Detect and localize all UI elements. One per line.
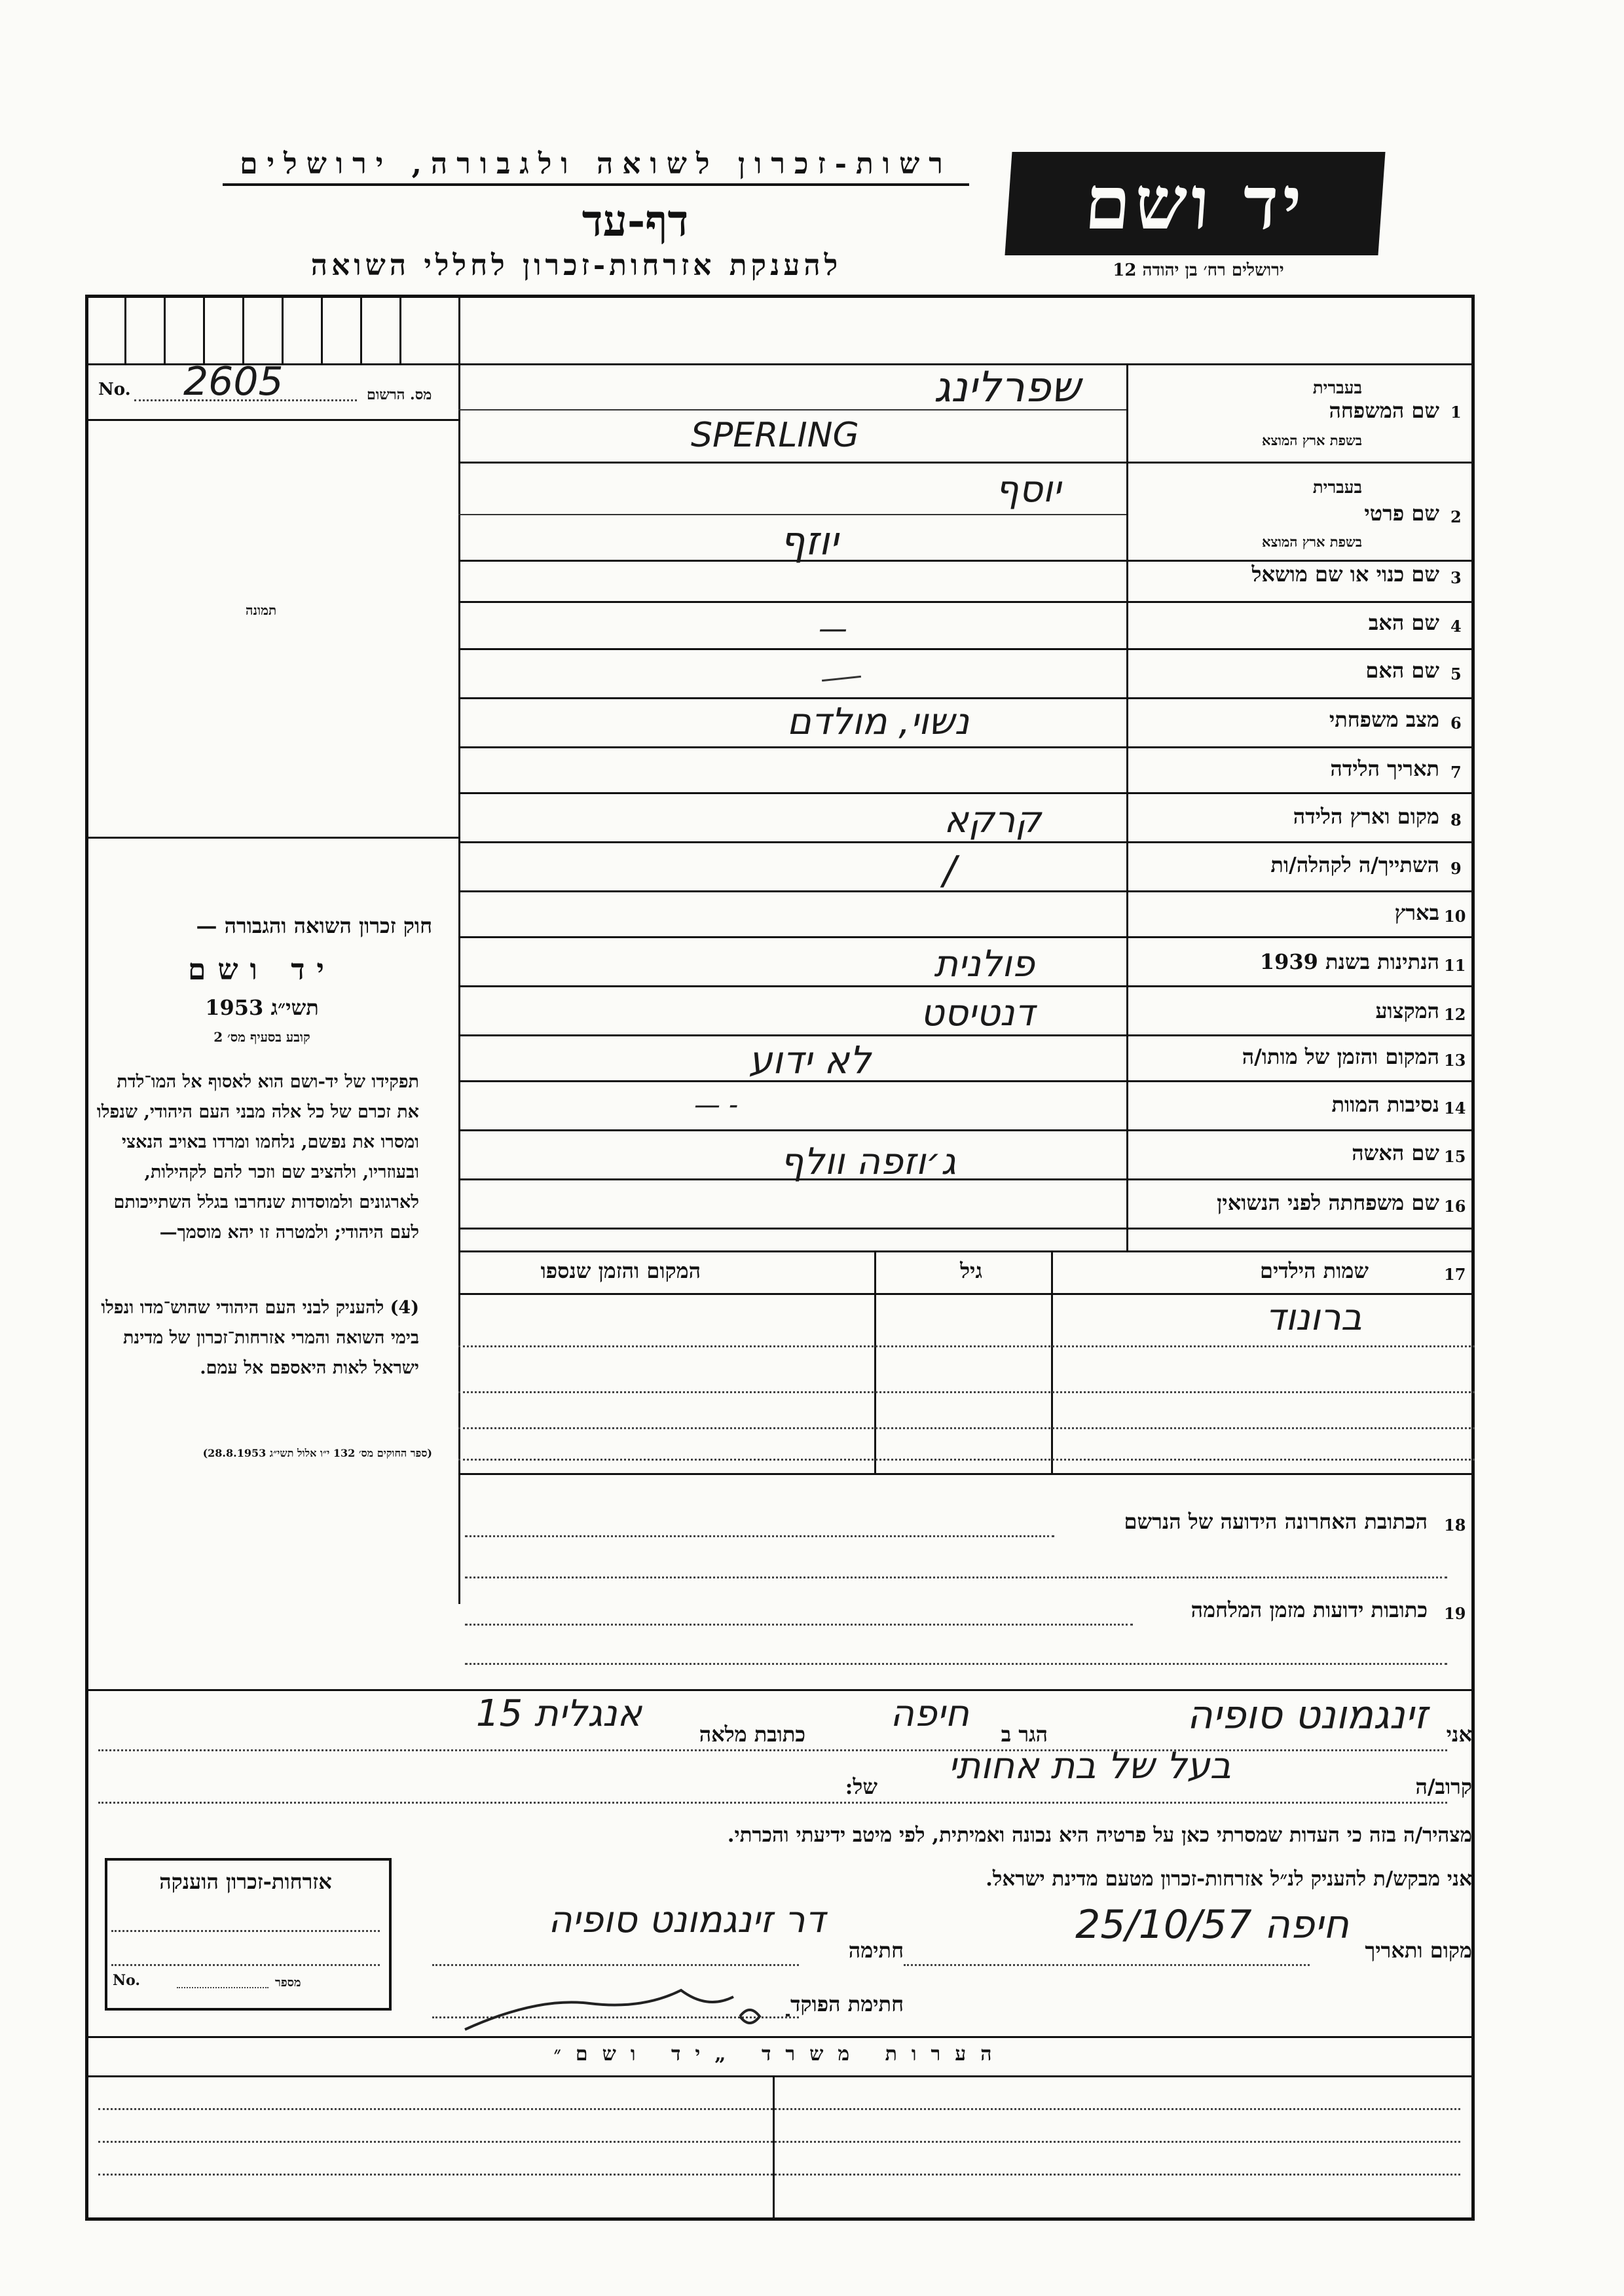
field-3-number: 3 — [1450, 568, 1462, 587]
law-title: חוק זכרון השואה והגבורה — — [196, 913, 432, 938]
field-11-label: הנתינות בשנת 1939 — [1259, 949, 1439, 974]
field-14-label: נסיבות המוות — [1331, 1092, 1439, 1117]
field-10-label: בארץ — [1394, 900, 1439, 925]
field-8-label: מקום וארץ הלידה — [1293, 804, 1439, 829]
yad-vashem-logo: יד ושם — [1005, 152, 1385, 255]
field-1-hebrew-value: שפרלינג — [933, 363, 1080, 412]
law-paragraph-2: (4) להעניק לבני העם היהודי שהוש־מדו ונפלו בימי השואה והמרי אזרחות־זכרון של מדינת ישראל לאות היאספם אל עמם. — [101, 1298, 419, 1378]
field-15-label: שם האשה — [1352, 1140, 1439, 1165]
decl-request: אני מבקש/ת להעניק לנ״ל אזרחות-זכרון מטעם מדינת ישראל. — [986, 1867, 1472, 1891]
field-14-number: 14 — [1444, 1099, 1466, 1118]
field-8-number: 8 — [1450, 811, 1462, 829]
field-18-label: הכתובת האחרונה הידועה של הנרשם — [1124, 1509, 1428, 1534]
decl-of: של: — [845, 1774, 877, 1799]
field-13-value: לא ידוע — [748, 1038, 871, 1082]
signature-label: חתימה — [848, 1938, 904, 1963]
field-1-origin-value: SPERLING — [691, 416, 859, 455]
field-6-number: 6 — [1450, 714, 1462, 733]
registration-no-label: No. — [98, 380, 131, 399]
field-6-value: נשוי, מולדם — [786, 701, 969, 743]
address: ירושלים רח׳ בן יהודה 12 — [1113, 261, 1284, 280]
law-paragraph-1: תפקידו של יד-ושם הוא לאסוף אל המו־לדת את זכרם של כל אלה מבני העם היהודי, שנפלו ומסרו את נפשם, נלחמו ומרדו באויב הנאצי ובעוזריו, ולהציב שם וזכר להם לקהילות, לארגונים ולמוסדות שנחרבו בגלל השתייכותם לעם היהודי; ולמטרה זו יהא מוסמך— — [96, 1072, 419, 1243]
form-title: דף-עד — [581, 195, 689, 246]
field-2-label: שם פרטי — [1364, 501, 1439, 526]
place-date-value: חיפה 25/10/57 — [1075, 1902, 1349, 1948]
field-18-number: 18 — [1444, 1516, 1466, 1535]
field-4-label: שם האב — [1368, 610, 1439, 635]
signature-value: דר זינגמונט סופיה — [548, 1899, 825, 1941]
citizenship-no-he: מספר — [275, 1976, 301, 1990]
field-9-number: 9 — [1450, 859, 1462, 878]
declarant-name: זינגמונט סופיה — [1187, 1692, 1428, 1738]
place-date-label: מקום ותאריך — [1365, 1938, 1472, 1963]
decl-relation: בעל של בת אחותי — [948, 1745, 1231, 1787]
field-2-hebrew-value: יוסף — [995, 468, 1061, 511]
decl-city: חיפה — [890, 1692, 969, 1735]
children-col-names: שמות הילדים — [1260, 1258, 1369, 1283]
photo-label: תמונה — [246, 602, 277, 618]
field-1-origin-label: בשפת ארץ המוצא — [1262, 432, 1362, 448]
field-9-label: השתייך/ה לקהלה/ות — [1270, 852, 1439, 877]
law-clause: קובע בסעיף מס׳ 2 — [213, 1029, 310, 1045]
citizenship-box-title: אזרחות-זכרון הוענקה — [159, 1869, 332, 1894]
decl-statement: מצהיר/ה בזה כי העדות שמסרתי כאן על פרטיה היא נכונה ואמיתית, לפי מיטב ידיעתי והכרתי. — [727, 1823, 1472, 1847]
field-19-number: 19 — [1444, 1604, 1466, 1623]
children-col-place: המקום והזמן שנספו — [540, 1258, 701, 1283]
field-7-number: 7 — [1450, 763, 1462, 782]
registration-number: 2605 — [183, 359, 284, 405]
field-10-number: 10 — [1444, 907, 1466, 926]
field-15-number: 15 — [1444, 1147, 1466, 1166]
officer-signature-label: חתימת הפוקד — [790, 1992, 904, 2016]
field-12-number: 12 — [1444, 1005, 1466, 1024]
field-1-hebrew-label: בעברית — [1312, 378, 1362, 398]
field-5-label: שם האם — [1365, 658, 1439, 683]
field-17-number: 17 — [1444, 1265, 1466, 1284]
decl-i: אני — [1446, 1722, 1472, 1747]
field-11-value: פולנית — [934, 943, 1035, 985]
field-16-label: שם משפחתה לפני הנשואין — [1217, 1190, 1439, 1215]
decl-full-address-value: אנגלית 15 — [475, 1692, 642, 1735]
law-reference: (ספר החוקים מס׳ 132 י״ו אלול תשי״ג 28.8.1953) — [202, 1447, 432, 1459]
field-11-number: 11 — [1444, 956, 1466, 975]
citizenship-no-label: No. — [113, 1972, 141, 1989]
child-1-name: ברונוד — [1265, 1296, 1362, 1339]
law-name: יד ושם — [188, 953, 336, 987]
field-7-label: תאריך הלידה — [1330, 756, 1439, 781]
registration-label: מס. הרשום — [367, 386, 432, 403]
decl-resides-in: הגר ב — [1001, 1722, 1048, 1747]
organization-name: רשות-זכרון לשואה ולגבורה, ירושלים — [223, 147, 969, 186]
field-13-label: המקום והזמן של מותו/ה — [1242, 1044, 1439, 1069]
children-col-age: גיל — [960, 1258, 982, 1283]
field-3-label: שם כנוי או שם מושאל — [1251, 562, 1439, 587]
field-13-number: 13 — [1444, 1051, 1466, 1070]
decl-full-address-label: כתובת מלאה — [699, 1722, 805, 1747]
field-2-origin-value: יוזף — [780, 519, 838, 564]
form-subtitle: להענקת אזרחות-זכרון לחללי השואה — [310, 249, 842, 282]
field-2-number: 2 — [1450, 507, 1462, 526]
field-8-value: קרקא — [944, 799, 1041, 841]
field-6-label: מצב משפחתי — [1329, 707, 1439, 732]
field-2-hebrew-label: בעברית — [1312, 478, 1362, 498]
decl-relative-label: קרוב/ה — [1415, 1774, 1472, 1799]
field-14-value: — - — [694, 1090, 739, 1120]
field-5-number: 5 — [1450, 665, 1462, 683]
field-12-value: דנטיסט — [920, 992, 1035, 1034]
field-15-value: ג׳וזפה וולף — [780, 1140, 956, 1183]
field-4-value: — — [819, 612, 847, 646]
field-2-origin-label: בשפת ארץ המוצא — [1262, 534, 1362, 550]
field-12-label: המקצוע — [1375, 998, 1439, 1023]
officer-signature-scribble — [458, 1971, 825, 2036]
field-9-value: / — [943, 848, 957, 894]
field-16-number: 16 — [1444, 1197, 1466, 1216]
field-4-number: 4 — [1450, 617, 1462, 636]
field-19-label: כתובות ידועות מזמן המלחמה — [1190, 1597, 1428, 1622]
field-1-number: 1 — [1450, 403, 1462, 422]
field-1-label: שם המשפחה — [1329, 398, 1439, 423]
law-year: תשי״ג 1953 — [205, 995, 319, 1020]
office-notes-title: הערות משרד „יד ושם״ — [553, 2043, 1006, 2066]
